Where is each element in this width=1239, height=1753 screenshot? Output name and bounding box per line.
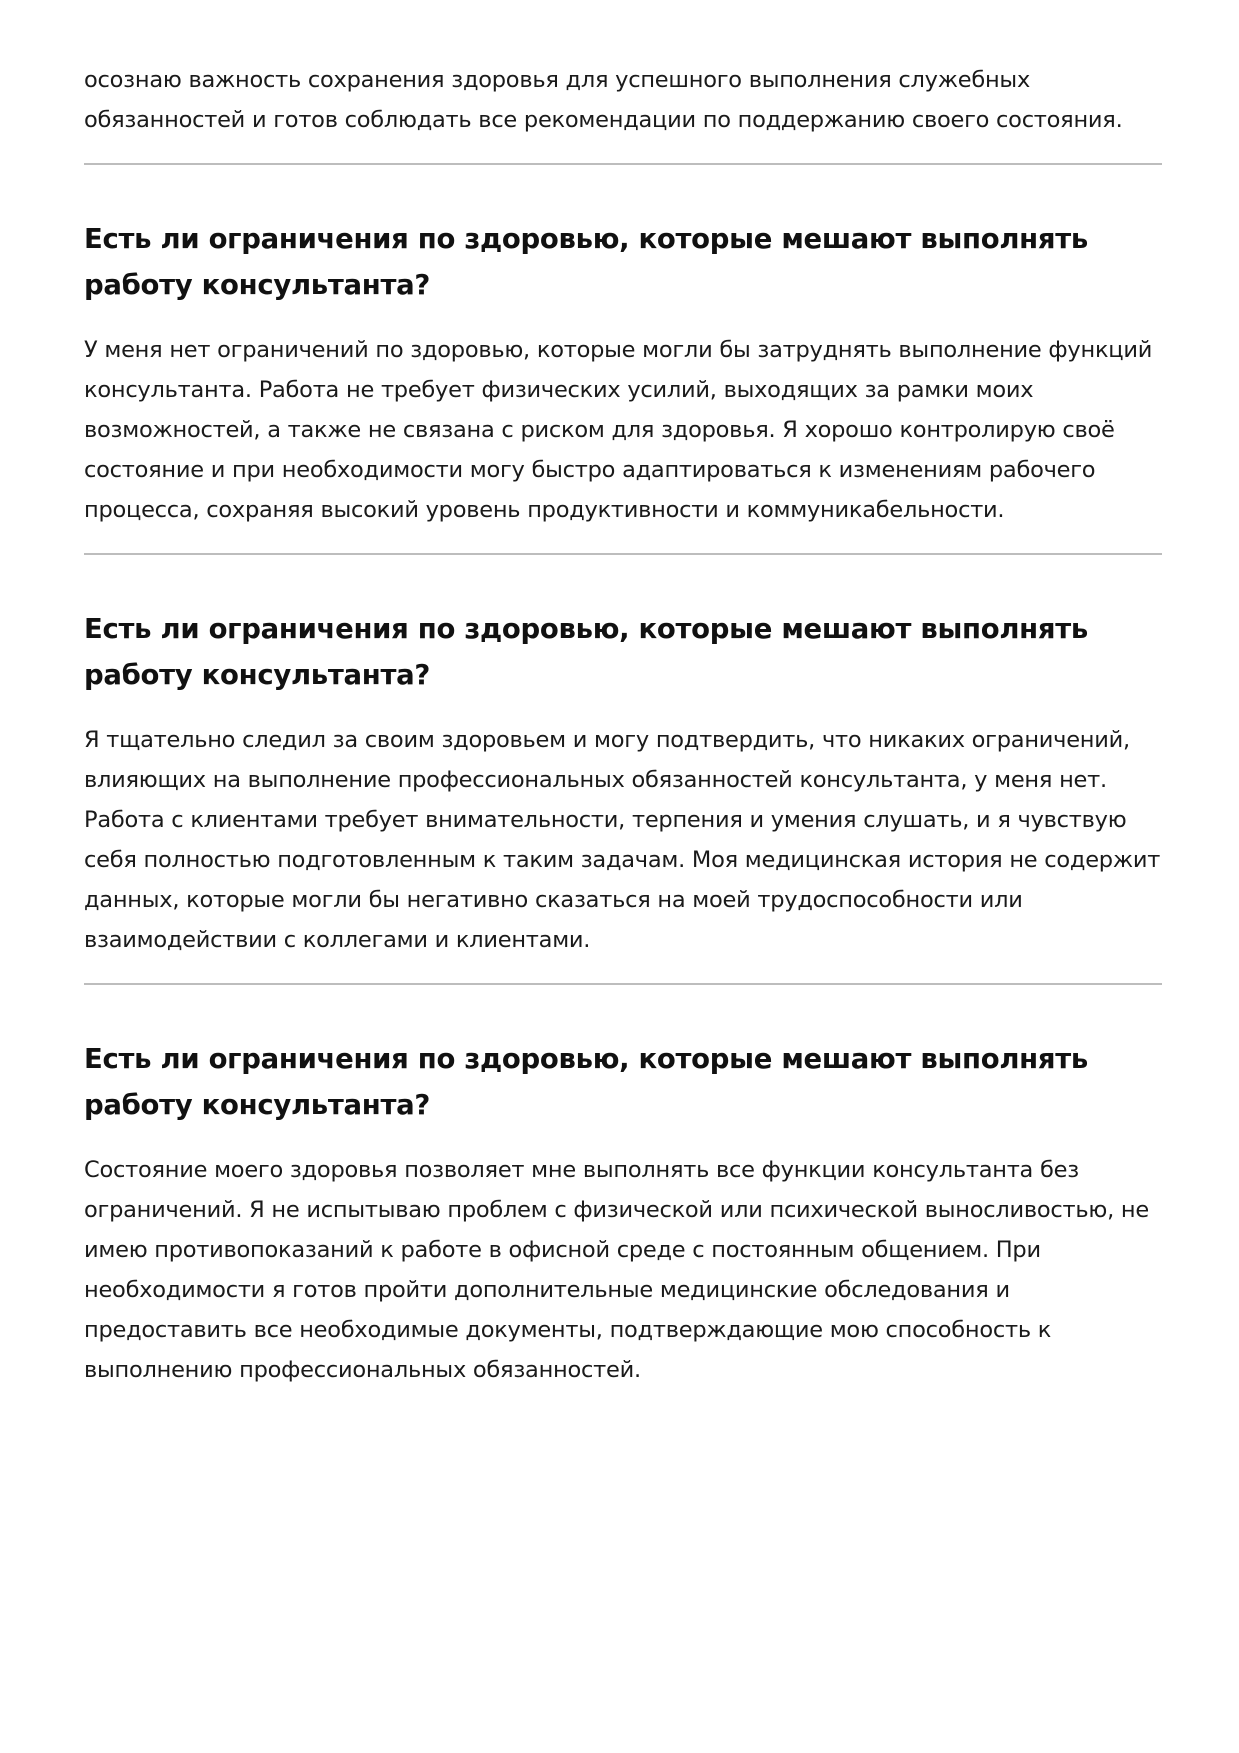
qa-section-1	[84, 165, 1162, 555]
answer-paragraph: Состояние моего здоровья позволяет мне выполнять все функции консультанта без ограничений. Я не испытываю проблем с физической или психической выносливостью, не имею противопоказаний к работе в офисной среде с постоянным общением. При необходимости я готов пройти дополнительные медицинские обследования и предоставить все необходимые документы, подтверждающие мою способность к выполнению профессиональных обязанностей.	[84, 1157, 1149, 1383]
intro-paragraph: осознаю важность сохранения здоровья для успешного выполнения служебных обязанностей и готов соблюдать все рекомендации по поддержанию своего состояния.	[84, 67, 1123, 133]
question-heading: Есть ли ограничения по здоровью, которые мешают выполнять работу консультанта?	[84, 223, 1088, 301]
answer-paragraph: Я тщательно следил за своим здоровьем и могу подтвердить, что никаких ограничений, влияющих на выполнение профессиональных обязанностей консультанта, у меня нет. Работа с клиентами требует внимательности, терпения и умения слушать, и я чувствую себя полностью подготовленным к таким задачам. Моя медицинская история не содержит данных, которые могли бы негативно сказаться на моей трудоспособности или взаимодействии с коллегами и клиентами.	[84, 727, 1161, 953]
answer-paragraph: У меня нет ограничений по здоровью, которые могли бы затруднять выполнение функций консультанта. Работа не требует физических усилий, выходящих за рамки моих возможностей, а также не связана с риском для здоровья. Я хорошо контролирую своё состояние и при необходимости могу быстро адаптироваться к изменениям рабочего процесса, сохраняя высокий уровень продуктивности и коммуникабельности.	[84, 337, 1153, 523]
qa-section-2	[84, 555, 1162, 985]
qa-section-3	[84, 985, 1162, 1390]
question-heading: Есть ли ограничения по здоровью, которые мешают выполнять работу консультанта?	[84, 1043, 1088, 1121]
question-heading: Есть ли ограничения по здоровью, которые мешают выполнять работу консультанта?	[84, 613, 1088, 691]
document-content	[84, 60, 1162, 1390]
